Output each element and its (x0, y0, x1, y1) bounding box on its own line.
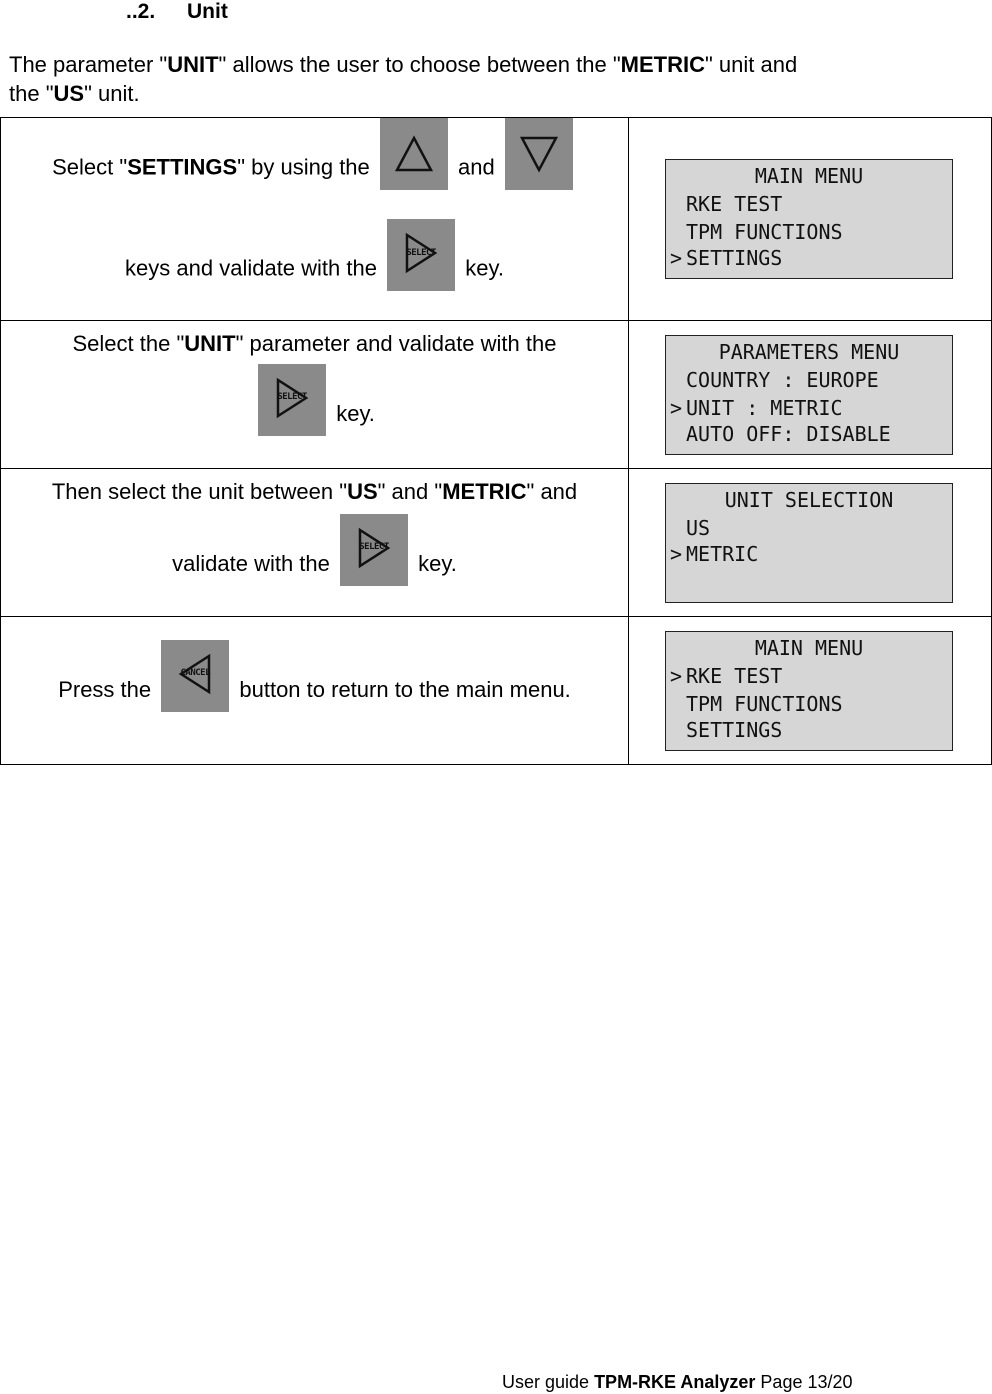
lcd-cursor: > (670, 541, 683, 566)
intro-text: " unit and (704, 52, 798, 77)
footer-product: TPM-RKE Analyzer (594, 1372, 756, 1392)
step-row-1 (1, 118, 992, 321)
lcd-screen-parameters-menu (665, 335, 953, 455)
step-text: validate with the (172, 550, 330, 576)
intro-text: " unit. (84, 81, 140, 106)
select-key-label: SELECT (406, 248, 436, 258)
step-4-description (1, 617, 629, 765)
step-2-description (1, 321, 629, 469)
step-text: Select " (52, 154, 128, 180)
lcd-cursor: > (670, 663, 683, 688)
lcd-cursor: > (670, 246, 683, 270)
footer-prefix: User guide (502, 1372, 595, 1392)
lcd-screen-unit-selection (665, 483, 953, 603)
lcd-title: PARAMETERS MENU (718, 339, 900, 364)
intro-text: The parameter " (9, 52, 168, 77)
step-text: key. (336, 400, 375, 426)
step-bold: METRIC (442, 478, 527, 504)
lcd-title: MAIN MENU (754, 164, 864, 188)
section-number: ..2. (126, 0, 156, 23)
cancel-key-label: CANCEL (180, 667, 210, 678)
step-1-screen-cell (629, 118, 992, 321)
intro-text: " allows the user to choose between the " (218, 52, 621, 77)
intro-paragraph (9, 50, 969, 108)
intro-bold-us: US (53, 81, 85, 106)
lcd-screen-main-menu (665, 159, 953, 279)
lcd-item: UNIT : METRIC (686, 395, 843, 420)
step-text: Then select the unit between " (51, 478, 348, 504)
lcd-screen-main-menu (665, 631, 953, 751)
step-3-screen-cell (629, 469, 992, 617)
step-row-2 (1, 321, 992, 469)
step-bold: UNIT (184, 330, 236, 356)
intro-bold-metric: METRIC (620, 52, 705, 77)
step-text: and (458, 154, 495, 180)
down-key (505, 118, 573, 219)
section-heading (126, 0, 228, 24)
lcd-title: UNIT SELECTION (724, 487, 894, 512)
lcd-item: METRIC (686, 541, 759, 566)
step-bold: SETTINGS (127, 154, 238, 180)
step-row-3 (1, 469, 992, 617)
select-key-label: SELECT (277, 391, 307, 402)
up-key (380, 118, 448, 219)
step-text: " and " (377, 478, 443, 504)
step-text: Press the (58, 676, 152, 702)
step-text: " by using the (237, 154, 370, 180)
up-arrow-icon (397, 138, 431, 170)
page-footer (502, 1371, 853, 1393)
step-row-4 (1, 617, 992, 765)
intro-bold-unit: UNIT (167, 52, 219, 77)
select-key (258, 364, 326, 466)
lcd-item: AUTO OFF: DISABLE (686, 421, 891, 446)
down-arrow-icon (522, 138, 556, 170)
footer-page-number: Page 13/20 (755, 1372, 853, 1392)
lcd-title: MAIN MENU (754, 635, 864, 660)
lcd-item: SETTINGS (686, 717, 783, 742)
step-text: " parameter and validate with the (235, 330, 557, 356)
steps-table (0, 117, 992, 765)
select-key-label: SELECT (359, 541, 389, 552)
lcd-item: RKE TEST (686, 192, 783, 216)
lcd-item: TPM FUNCTIONS (686, 691, 843, 716)
select-key (387, 219, 455, 320)
lcd-item: RKE TEST (686, 663, 783, 688)
step-bold: US (347, 478, 378, 504)
step-text: key. (418, 550, 457, 576)
step-3-description (1, 469, 629, 617)
select-key (340, 514, 408, 616)
lcd-cursor: > (670, 395, 683, 420)
step-4-screen-cell (629, 617, 992, 765)
step-text: keys and validate with the (125, 255, 377, 281)
section-title: Unit (187, 0, 228, 23)
step-text: Select the " (72, 330, 185, 356)
intro-text: the " (9, 81, 54, 106)
step-text: key. (465, 255, 504, 281)
step-1-description (1, 118, 629, 321)
lcd-item: COUNTRY : EUROPE (686, 367, 879, 392)
lcd-item: SETTINGS (686, 246, 783, 270)
lcd-item: US (686, 515, 711, 540)
step-text: " and (526, 478, 578, 504)
lcd-item: TPM FUNCTIONS (686, 220, 843, 244)
step-text: button to return to the main menu. (239, 676, 571, 702)
cancel-key (161, 640, 229, 742)
step-2-screen-cell (629, 321, 992, 469)
